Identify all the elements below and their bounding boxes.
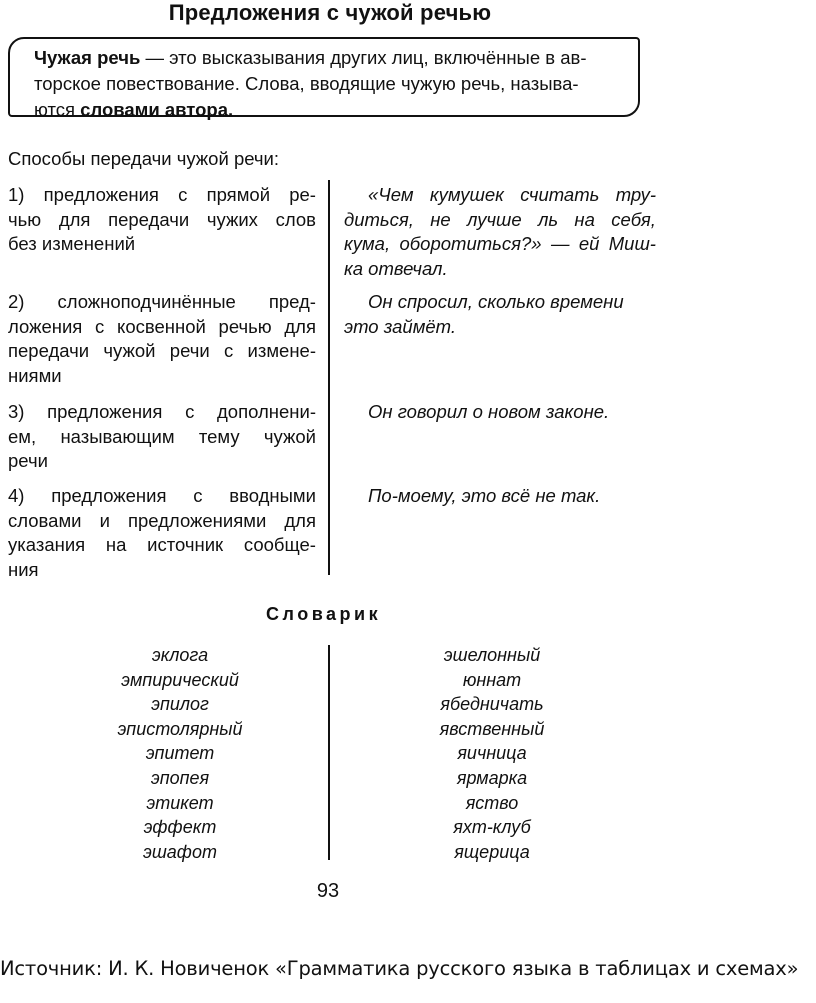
way-2-example-line-2: это займёт.: [344, 315, 457, 337]
way-4-desc-line-1: 4) предложения с вводными: [8, 485, 316, 506]
way-3-desc-line-2: ем, называющим тему чужой: [8, 425, 316, 447]
way-2-example: [344, 290, 656, 339]
definition-term: Чужая речь: [34, 47, 141, 68]
dictionary-word: этикет: [146, 792, 214, 813]
ways-heading: Способы передачи чужой речи:: [8, 148, 280, 169]
definition-bold-term: словами автора.: [80, 99, 234, 120]
way-3-desc-line-1: 3) предложения с дополнени-: [8, 401, 316, 422]
way-2-desc-line-2: ложения с косвенной речью для: [8, 315, 316, 337]
way-3-description: [8, 400, 316, 474]
dictionary-word: эпилог: [151, 694, 209, 715]
way-4-description: [8, 484, 316, 582]
dictionary-word: ябедничать: [440, 694, 544, 715]
dictionary-word: ящерица: [454, 841, 530, 862]
source-caption: Источник: И. К. Новиченок «Грамматика русского языка в таблицах и схемах»: [0, 957, 799, 980]
definition-line-1: Чужая речь — это высказывания других лиц, включённые в ав-: [34, 47, 587, 68]
definition-line-3: ются словами автора.: [34, 99, 234, 120]
way-1-desc-line-1: 1) предложения с прямой ре-: [8, 184, 316, 205]
way-2-desc-line-4: ниями: [8, 364, 62, 386]
way-2-desc-line-3: передачи чужой речи с измене-: [8, 340, 316, 361]
way-1-description: [8, 183, 316, 257]
way-4-example: [344, 484, 656, 509]
dictionary-divider: [328, 645, 330, 860]
way-2-description: [8, 290, 316, 388]
way-4-desc-line-2: словами и предложениями для: [8, 509, 316, 531]
way-1-desc-line-3: без изменений: [8, 233, 136, 254]
page-number: 93: [316, 880, 340, 902]
table-divider: [328, 180, 330, 575]
way-1-example-line-2: диться, не лучше ль на себя,: [344, 208, 656, 230]
definition-box: [8, 37, 640, 120]
definition-line-2: торское повествование. Слова, вводящие чужую речь, называ-: [34, 73, 579, 94]
dictionary-word: эффект: [143, 817, 217, 838]
way-4-desc-line-4: ния: [8, 558, 39, 580]
way-3-example: [344, 400, 656, 425]
page-title: Предложения с чужой речью: [168, 0, 492, 25]
dictionary-word: явственный: [439, 718, 545, 739]
dictionary-right-column: [362, 643, 622, 864]
way-3-example-line-1: Он говорил о новом законе.: [368, 401, 610, 422]
dictionary-word: яичница: [457, 743, 527, 764]
way-1-example: [344, 183, 656, 281]
way-1-desc-line-2: чью для передачи чужих слов: [8, 208, 316, 230]
dictionary-word: эмпирический: [121, 669, 239, 690]
way-1-example-line-1: «Чем кумушек считать тру-: [368, 184, 656, 205]
dictionary-word: яхт-клуб: [453, 817, 531, 838]
dictionary-word: эклога: [151, 645, 209, 665]
dictionary-word: эпитет: [145, 743, 215, 764]
dictionary-word: ярмарка: [456, 767, 528, 788]
dictionary-word: эпистолярный: [117, 718, 243, 739]
dictionary-word: эшафот: [142, 841, 218, 862]
dictionary-title: Словарик: [266, 604, 382, 624]
dictionary-word: эшелонный: [443, 645, 541, 665]
dictionary-word: юннат: [462, 669, 522, 690]
way-1-example-line-3: кума, оборотиться?» — ей Миш-: [344, 233, 656, 254]
way-1-example-line-4: ка отвечал.: [344, 257, 448, 279]
dictionary-word: яство: [465, 792, 519, 813]
way-2-example-line-1: Он спросил, сколько времени: [368, 291, 624, 312]
dictionary-word: эпопея: [150, 767, 210, 788]
way-3-desc-line-3: речи: [8, 450, 48, 471]
way-4-desc-line-3: указания на источник сообще-: [8, 534, 316, 555]
way-2-desc-line-1: 2) сложноподчинённые пред-: [8, 291, 316, 312]
dictionary-left-column: [60, 643, 300, 864]
way-4-example-line-1: По-моему, это всё не так.: [368, 485, 601, 506]
